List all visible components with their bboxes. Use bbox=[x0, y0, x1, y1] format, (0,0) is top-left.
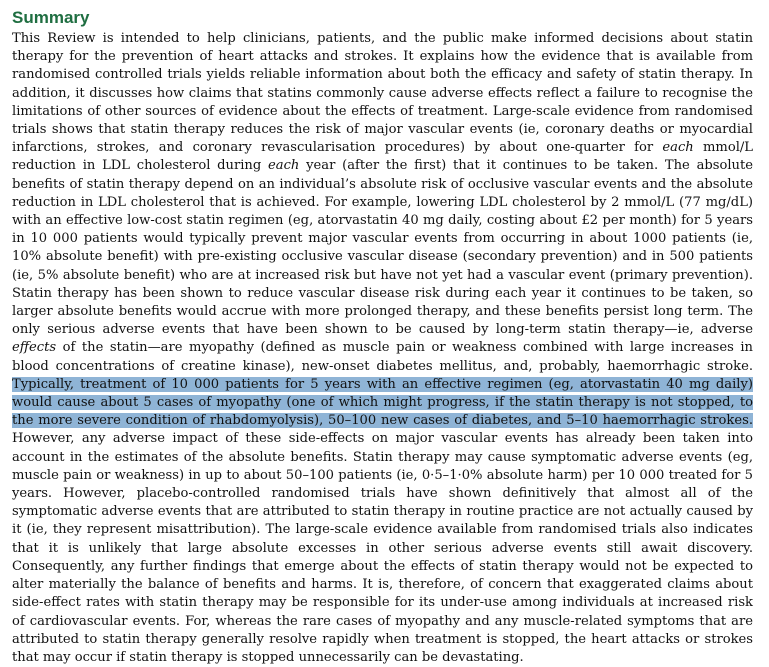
text-run: of the statin—are myopathy (defined as muscle pain or weakness combined with large increases in blood concentrations of creatine kinase), new-onset diabetes mellitus, and, probably, haemorrhagic stroke. bbox=[12, 340, 753, 374]
text-run: mmol/L reduction in LDL cholesterol during bbox=[12, 140, 754, 174]
summary-paragraph bbox=[12, 30, 753, 667]
text-run: However, any adverse impact of these side-effects on major vascular events has already been taken into account in the estimates of the absolute benefits. Statin therapy may cause symptomatic adverse events (eg, muscle pain or weakness) in up to about 50–100 patients (ie, 0·5–1·0% absolute harm) per 10 000 treated for 5 years. However, placebo-controlled randomised trials have shown definitively that almost all of the symptomatic adverse events that are attributed to statin therapy in routine practice are not actually caused by it (ie, they represent misattribution). The large-scale evidence available from randomised trials also indicates that it is unlikely that large absolute excesses in other serious adverse events still await discovery. Consequently, any further findings that emerge about the effects of statin therapy would not be expected to alter materially the balance of benefits and harms. It is, therefore, of concern that exaggerated claims about side-effect rates with statin therapy may be responsible for its under-use among individuals at increased risk of cardiovascular events. For, whereas the rare cases of myopathy and any muscle-related symptoms that are attributed to statin therapy generally resolve rapidly when treatment is stopped, the heart attacks or strokes that may occur if statin therapy is stopped unnecessarily can be devastating. bbox=[12, 431, 753, 665]
italic-text: each bbox=[268, 158, 300, 174]
section-heading: Summary bbox=[12, 8, 90, 27]
text-run: This Review is intended to help clinicians, patients, and the public make informed decisions about statin therapy for the prevention of heart attacks and strokes. It explains how the evidence that is available from randomised controlled trials yields reliable information about both the efficacy and safety of statin therapy. In addition, it discusses how claims that statins commonly cause adverse effects reflect a failure to recognise the limitations of other sources of evidence about the effects of treatment. Large-scale evidence from randomised trials shows that statin therapy reduces the risk of major vascular events (ie, coronary deaths or myocardial infarctions, strokes, and coronary revascularisation procedures) by about one-quarter for bbox=[12, 31, 753, 156]
text-run: year (after the first) that it continues to be taken. The absolute benefits of statin therapy depend on an individual’s absolute risk of occlusive vascular events and the absolute reduction in LDL cholesterol that is achieved. For example, lowering LDL cholesterol by 2 mmol/L (77 mg/dL) with an effective low-cost statin regimen (eg, atorvastatin 40 mg daily, costing about £2 per month) for 5 years in 10 000 patients would typically prevent major vascular events from occurring in about 1000 patients (ie, 10% absolute benefit) with pre-existing occlusive vascular disease (secondary prevention) and in 500 patients (ie, 5% absolute benefit) who are at increased risk but have not yet had a vascular event (primary prevention). Statin therapy has been shown to reduce vascular disease risk during each year it continues to be taken, so larger absolute benefits would accrue with more prolonged therapy, and these benefits persist long term. The only serious adverse events that have been shown to be caused by long-term statin therapy—ie, adverse bbox=[12, 158, 753, 338]
highlighted-selection[interactable]: Typically, treatment of 10 000 patients for 5 years with an effective regimen (eg, atorvastatin 40 mg daily) would cause about 5 cases of myopathy (one of which might progress, if the statin therapy is not stopped, to the more severe condition of rhabdomyolysis), 50–100 new cases of diabetes, and 5–10 haemorrhagic strokes. bbox=[12, 376, 753, 429]
italic-text: effects bbox=[12, 340, 57, 356]
italic-text: each bbox=[662, 140, 694, 156]
